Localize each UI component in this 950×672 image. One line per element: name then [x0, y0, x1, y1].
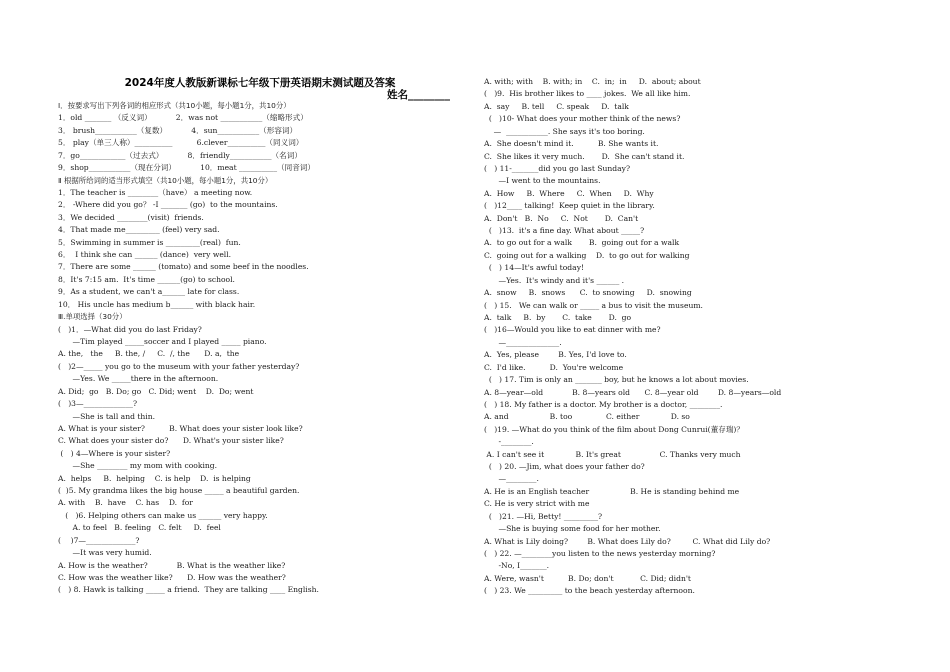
left-line: Ⅱ 根据所给词的适当形式填空（共10小题，每小题1分，共10分）: [58, 175, 273, 185]
left-line: —She ________ my mom with cooking.: [58, 461, 218, 471]
right-line: -________.: [484, 437, 534, 447]
right-line: A. say B. tell C. speak D. talk: [484, 101, 629, 111]
left-line: 4．That made me_________ (feel) very sad.: [58, 225, 220, 235]
right-line: A. He is an English teacher B. He is standing behind me: [484, 486, 740, 496]
left-line: A. the, the B. the, / C. /, the D. a, the: [58, 349, 240, 359]
left-line: ( )2—_____ you go to the museum with your father yesterday?: [58, 361, 300, 371]
left-line: ( ) 4—Where is your sister?: [58, 448, 171, 458]
right-line: — ___________. She says it's too boring.: [484, 126, 645, 136]
right-line: C. I'd like. D. You're welcome: [484, 362, 624, 372]
left-line: Ⅲ.单项选择（30分）: [58, 312, 127, 322]
right-line: —______________.: [484, 337, 562, 347]
left-line: 7．go____________（过去式） 8．friendly___________（名词）: [58, 150, 302, 160]
right-line: ( ) 22. —________you listen to the news yesterday morning?: [484, 548, 716, 558]
right-line: C. He is very strict with me: [484, 499, 590, 509]
right-line: A. Yes, please B. Yes, I'd love to.: [484, 350, 627, 360]
right-line: A. What is Lily doing? B. What does Lily do? C. What did Lily do?: [484, 536, 771, 546]
right-line: —Yes. It's windy and it's ______ .: [484, 275, 625, 285]
right-line: A. snow B. snows C. to snowing D. snowing: [484, 288, 692, 298]
right-line: ( ) 11-_______did you go last Sunday?: [484, 163, 631, 173]
right-line: A. Were, wasn't B. Do; don't C. Did; didn't: [484, 573, 691, 583]
left-line: A. How is the weather? B. What is the weather like?: [58, 560, 286, 570]
page-title: 2024年度人教版新课标七年级下册英语期末测试题及答案: [124, 77, 396, 89]
right-line: -No, I_______.: [484, 561, 550, 571]
right-line: A. and B. too C. either D. so: [484, 412, 690, 422]
left-line: —It was very humid.: [58, 548, 152, 558]
right-line: A. How B. Where C. When D. Why: [484, 188, 654, 198]
right-line: ( )19. —What do you think of the film about Dong Cunrui(董存瑞)？: [484, 424, 744, 434]
left-line: ( ) 8. Hawk is talking _____ a friend. They are talking ____ English.: [58, 585, 319, 595]
right-line: ( )21. —Hi, Betty! _________?: [484, 511, 603, 521]
left-line: 9．As a student, we can't a______ late for class.: [58, 287, 240, 297]
right-line: ( ) 14—It's awful today!: [484, 263, 585, 273]
left-line: 1．old _______ （反义词） 2．was not ___________（缩略形式）: [58, 113, 308, 123]
right-line: —________.: [484, 474, 539, 484]
right-line: A. talk B. by C. take D. go: [484, 312, 632, 322]
right-line: ( ) 20. —Jim, what does your father do?: [484, 462, 645, 472]
left-line: —She is tall and thin.: [58, 411, 156, 421]
left-line: A. What is your sister? B. What does your sister look like?: [58, 423, 303, 433]
right-line: —She is buying some food for her mother.: [484, 524, 661, 534]
left-line: 3． brush___________（复数） 4．sun___________（形容词）: [58, 125, 298, 135]
right-line: ( ) 17. Tim is only an _______ boy, but he knows a lot about movies.: [484, 375, 749, 385]
left-line: ( )3—_____________?: [58, 399, 138, 409]
left-line: 5．Swimming in summer is _________(real) fun.: [58, 237, 241, 247]
right-line: ( )12____ talking! Keep quiet in the library.: [484, 201, 655, 211]
left-line: 1．The teacher is ________（have） a meeting now.: [58, 187, 253, 197]
right-line: A. Don't B. No C. Not D. Can't: [484, 213, 639, 223]
left-line: —Yes. We _____there in the afternoon.: [58, 374, 219, 384]
right-line: C. She likes it very much. D. She can't stand it.: [484, 151, 685, 161]
right-line: ( ) 18. My father is a doctor. My brother is a doctor, ________.: [484, 399, 723, 409]
left-line: 6． I think she can ______ (dance) very well.: [58, 250, 232, 260]
left-line: ( )1．—What did you do last Friday?: [58, 324, 202, 334]
left-line: ( )7—_____________?: [58, 535, 140, 545]
left-line: ( )5. My grandma likes the big house _____ a beautiful garden.: [58, 486, 300, 496]
right-line: A. with; with B. with; in C. in; in D. about; about: [484, 77, 701, 86]
left-line: A. helps B. helping C. is help D. is helping: [58, 473, 251, 483]
left-line: 7．There are some ______ (tomato) and some beef in the noodles.: [58, 262, 309, 272]
right-line: ( ) 15. We can walk or _____ a bus to visit the museum.: [484, 300, 703, 310]
left-line: Ⅰ．按要求写出下列各词的相应形式（共10小题，每小题1分，共10分）: [58, 101, 291, 110]
right-line: ( )10- What does your mother think of the news?: [484, 114, 681, 124]
left-line: A. with B. have C. has D. for: [58, 498, 193, 508]
left-line: C. What does your sister do? D. What's your sister like?: [58, 436, 284, 446]
right-line: C. going out for a walking D. to go out for walking: [484, 250, 690, 260]
left-line: 10． His uncle has medium b______ with black hair.: [58, 299, 256, 309]
left-line: —Tim played _____soccer and I played _____ piano.: [58, 336, 267, 346]
right-line: A. I can't see it B. It's great C. Thanks very much: [484, 449, 741, 459]
name-field-label: 姓名________: [387, 89, 450, 101]
right-line: ( )13. it's a fine day. What about _____?: [484, 226, 645, 236]
right-line: A. to go out for a walk B. going out for a walk: [484, 238, 680, 248]
left-line: 5． play（单三人称）__________ 6.clever__________（同义词）: [58, 138, 304, 148]
left-line: ( )6. Helping others can make us ______ very happy.: [58, 510, 268, 520]
right-line: A. She doesn't mind it. B. She wants it.: [484, 139, 659, 149]
left-line: 9．shop___________（现在分词） 10．meat __________（同音词）: [58, 163, 315, 173]
left-line: A. to feel B. feeling C. felt D. feel: [58, 523, 221, 533]
right-line: ( )9. His brother likes to ____ jokes. We all like him.: [484, 89, 691, 99]
left-line: A. Did; go B. Do; go C. Did; went D. Do; went: [58, 386, 254, 396]
right-line: —I went to the mountains.: [484, 176, 601, 186]
left-line: 2． -Where did you go？ -I _______ (go) to the mountains.: [58, 200, 278, 210]
left-line: 3．We decided ________(visit) friends.: [58, 212, 204, 222]
right-line: ( ) 23. We _________ to the beach yesterday afternoon.: [484, 586, 695, 596]
left-line: 8．It's 7:15 am. It's time ______(go) to school.: [58, 274, 235, 284]
right-line: ( )16—Would you like to eat dinner with me?: [484, 325, 661, 335]
left-line: C. How was the weather like? D. How was the weather?: [58, 572, 286, 582]
right-line: A. 8—year—old B. 8—years old C. 8—year old D. 8—years—old: [484, 387, 782, 397]
